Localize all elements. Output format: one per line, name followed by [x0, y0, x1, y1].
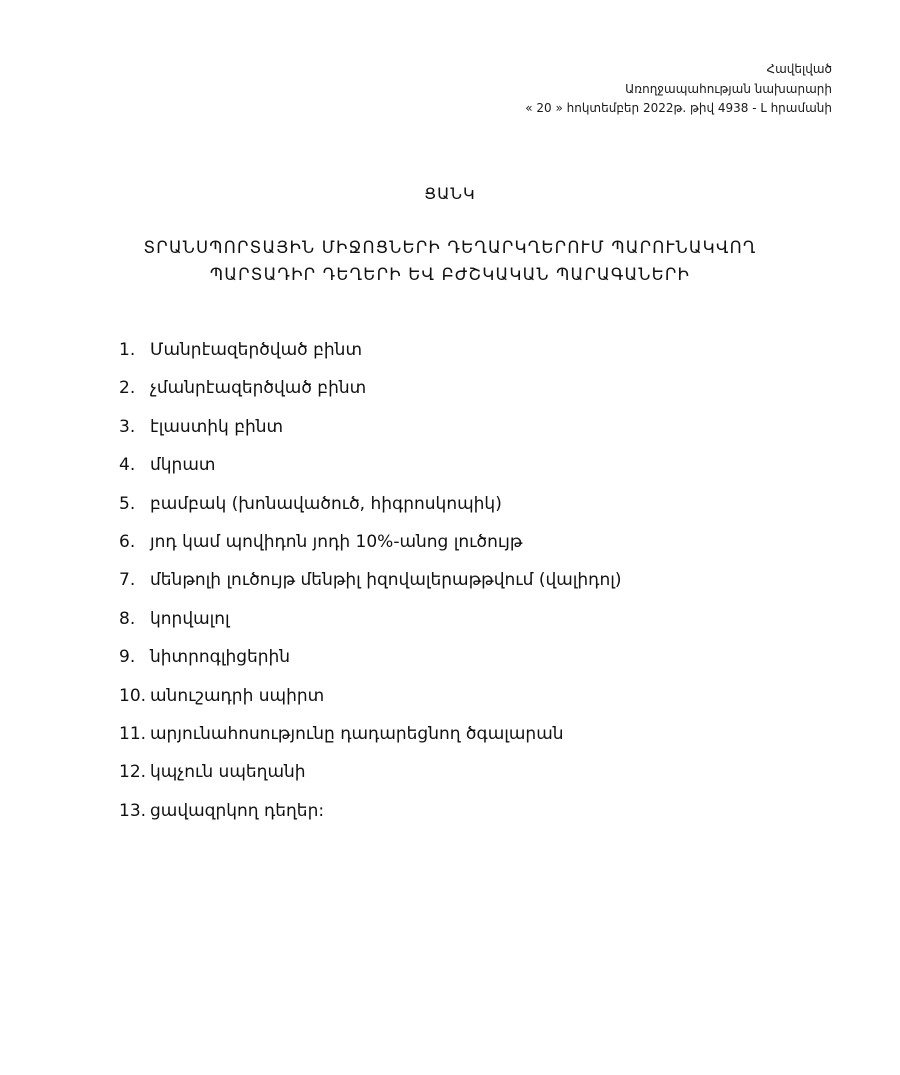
document-title: ՑԱՆԿ [424, 184, 476, 203]
item-text: կորվալոլ [150, 608, 230, 629]
item-text: Մանրէազերծված բինտ [150, 340, 362, 360]
item-text: նիտրոգլիցերին [150, 647, 291, 668]
item-number: 2. [119, 378, 136, 399]
list-item [119, 684, 621, 722]
subtitle-line-2: ՊԱՐՏԱԴԻՐ ԴԵՂԵՐԻ ԵՎ ԲԺՇԿԱԿԱՆ ՊԱՐԱԳԱՆԵՐԻ [209, 265, 691, 284]
item-number: 4. [119, 455, 136, 476]
list-item [119, 722, 621, 760]
item-text: մկրատ [150, 455, 216, 476]
item-list [119, 338, 621, 837]
item-number: 9. [119, 647, 136, 668]
list-item [119, 760, 621, 798]
item-number: 11. [119, 723, 147, 744]
approval-line-minister: Առողջապահության նախարարի [625, 81, 832, 96]
approval-line-order: « 20 » հոկտեմբեր 2022թ. թիվ 4938 - Լ հրամանի [525, 101, 832, 115]
list-item [119, 376, 621, 414]
list-item [119, 568, 621, 606]
item-text: մենթոլի լուծույթ մենթիլ իզովալերաթթվում (վալիդոլ) [150, 570, 622, 591]
item-number: 3. [119, 416, 136, 437]
item-number: 7. [119, 570, 136, 591]
item-number: 6. [119, 531, 136, 552]
list-item [119, 415, 621, 453]
list-item [119, 607, 621, 645]
item-text: անուշադրի սպիրտ [150, 685, 325, 706]
item-text: կպչուն սպեղանի [150, 762, 306, 783]
item-number: 5. [119, 493, 136, 514]
list-item [119, 453, 621, 491]
item-text: ցավազրկող դեղեր: [150, 800, 325, 821]
item-text: յոդ կամ պովիդոն յոդի 10%-անոց լուծույթ [150, 531, 523, 552]
item-number: 1. [119, 340, 136, 360]
approval-block [525, 60, 832, 119]
item-text: չմանրէազերծված բինտ [150, 378, 367, 399]
document-subtitle [60, 234, 840, 288]
list-item [119, 530, 621, 568]
item-number: 8. [119, 608, 136, 629]
item-text: էլաստիկ բինտ [150, 416, 284, 437]
item-number: 10. [119, 685, 147, 706]
list-item [119, 338, 621, 376]
list-item [119, 799, 621, 837]
list-item [119, 492, 621, 530]
item-number: 13. [119, 800, 147, 821]
subtitle-line-1: ՏՐԱՆՍՊՈՐՏԱՅԻՆ ՄԻՋՈՑՆԵՐԻ ԴԵՂԱՐԿՂԵՐՈՒՄ ՊԱՐՈՒՆԱԿՎՈՂ [143, 238, 757, 257]
item-text: արյունահոսությունը դադարեցնող ծգալարան [150, 723, 564, 744]
list-item [119, 645, 621, 683]
item-text: բամբակ (խոնավածուծ, հիգրոսկոպիկ) [150, 493, 502, 514]
approval-line-annex: Հավելված [766, 62, 832, 76]
item-number: 12. [119, 762, 147, 783]
